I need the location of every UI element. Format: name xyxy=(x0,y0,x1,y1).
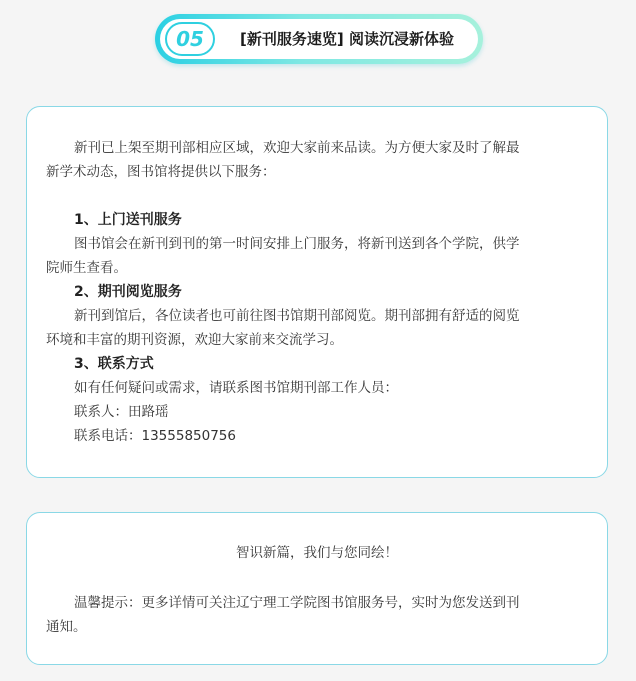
reading-line-1: 新刊到馆后，各位读者也可前往图书馆期刊部阅览。期刊部拥有舒适的阅览 xyxy=(74,308,520,324)
intro-line-2: 新学术动态，图书馆将提供以下服务： xyxy=(46,164,276,180)
intro-line-1: 新刊已上架至期刊部相应区域，欢迎大家前来品读。为方便大家及时了解最 xyxy=(74,140,520,156)
section-number-badge: 05 xyxy=(165,22,215,56)
service-info-card xyxy=(26,106,608,478)
delivery-line-1: 图书馆会在新刊到刊的第一时间安排上门服务，将新刊送到各个学院，供学 xyxy=(74,236,520,252)
section-title: [新刊服务速览] 阅读沉浸新体验 xyxy=(240,30,454,48)
contact-person: 联系人：田路瑶 xyxy=(74,404,169,420)
tip-line-2: 通知。 xyxy=(46,619,87,635)
section-heading-contact: 3、联系方式 xyxy=(74,356,154,372)
slogan-text: 智识新篇，我们与您同绘！ xyxy=(236,545,398,561)
tip-card xyxy=(26,512,608,665)
contact-phone: 联系电话：13555850756 xyxy=(74,428,236,444)
reading-line-2: 环境和丰富的期刊资源，欢迎大家前来交流学习。 xyxy=(46,332,343,348)
delivery-line-2: 院师生查看。 xyxy=(46,260,127,276)
section-heading-reading: 2、期刊阅览服务 xyxy=(74,284,182,300)
tip-line-1: 温馨提示：更多详情可关注辽宁理工学院图书馆服务号，实时为您发送到刊 xyxy=(74,595,520,611)
section-heading-delivery: 1、上门送刊服务 xyxy=(74,212,182,228)
section-header xyxy=(155,14,483,64)
contact-line-1: 如有任何疑问或需求，请联系图书馆期刊部工作人员： xyxy=(74,380,398,396)
